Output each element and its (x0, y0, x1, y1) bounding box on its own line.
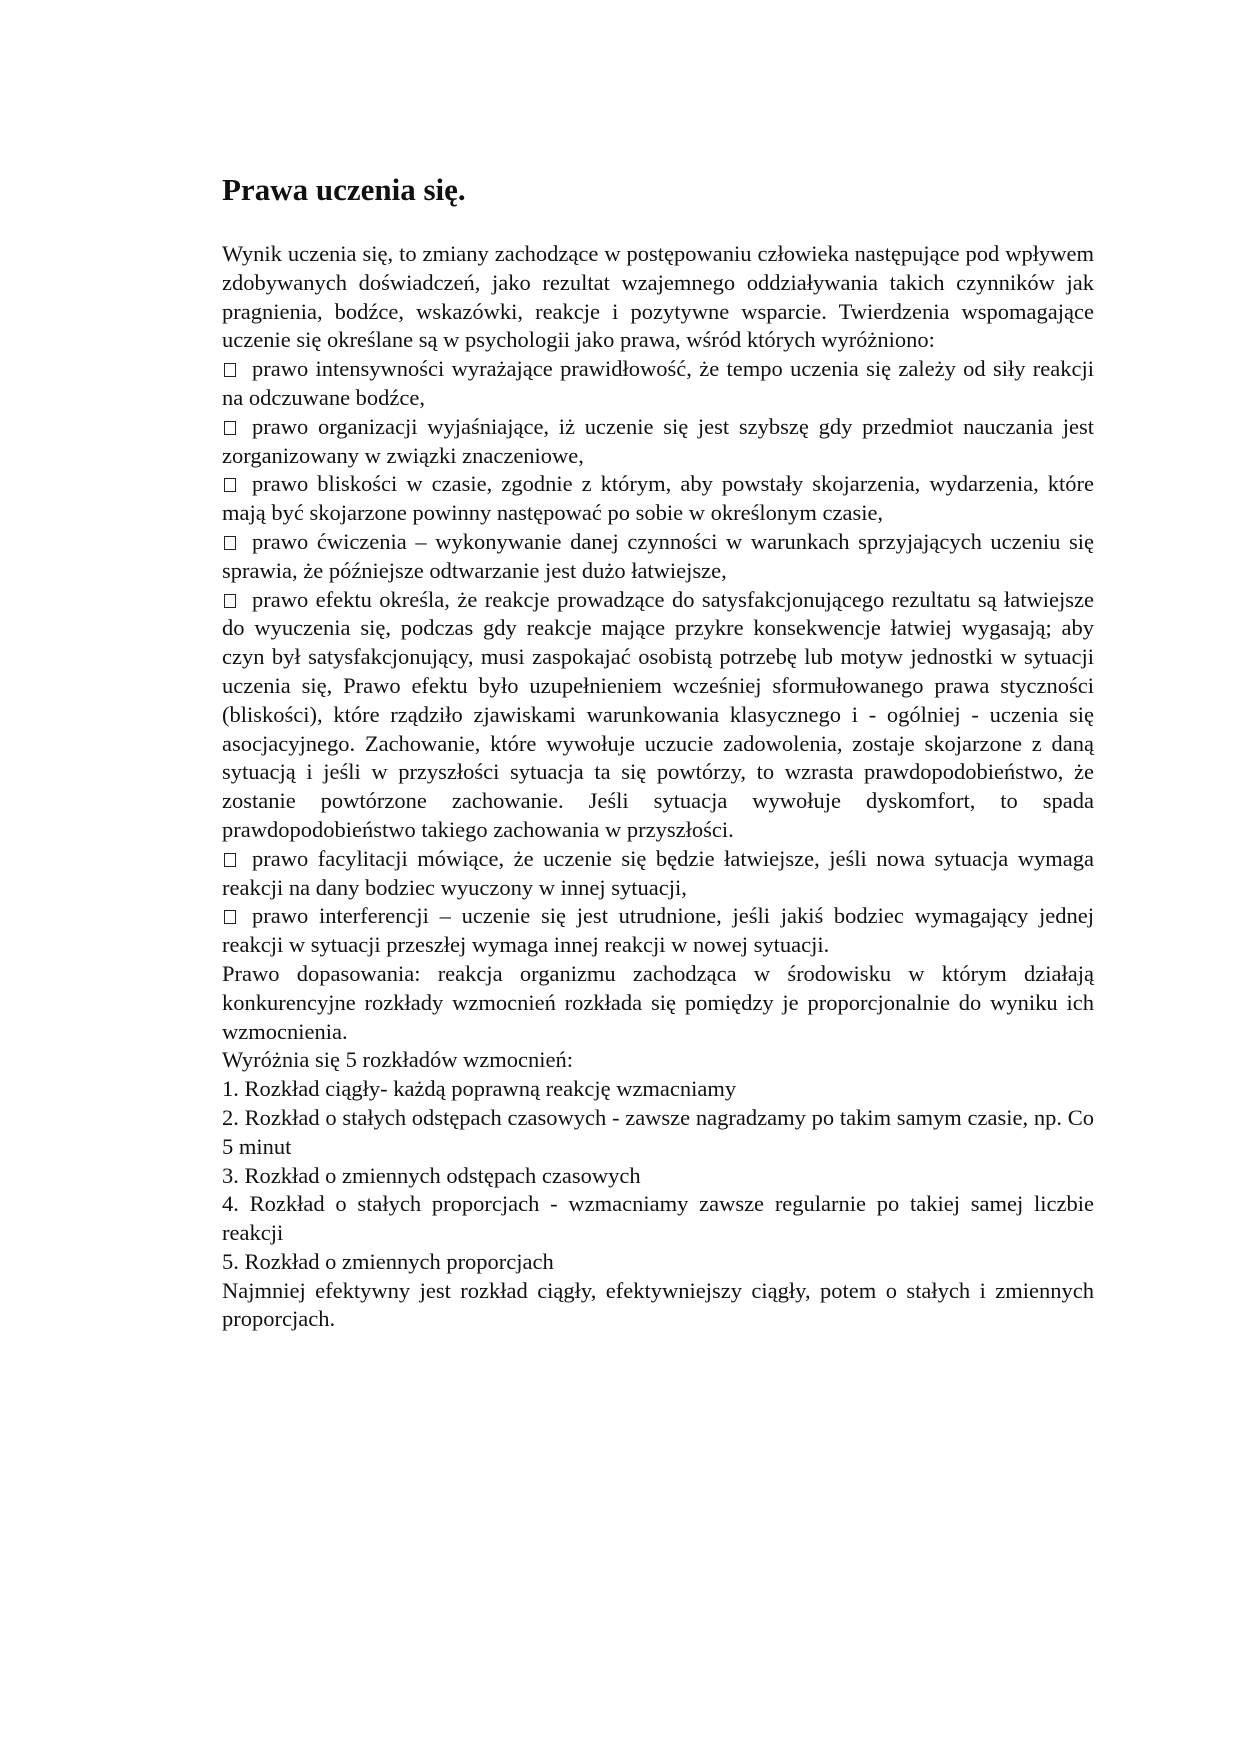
checkbox-bullet-icon (224, 478, 236, 492)
matching-law-paragraph: Prawo dopasowania: reakcja organizmu zachodząca w środowisku w którym działają konkurencyjne rozkłady wzmocnień rozkłada się pomiędzy je proporcjonalnie do wyniku ich wzmocnienia. (222, 960, 1094, 1044)
law-item: prawo efektu określa, że reakcje prowadzące do satysfakcjonującego rezultatu są łatwiejsze do wyuczenia się, podczas gdy reakcje mające przykre konsekwencje łatwiej wygasają; aby czyn był satysfakcjonujący, musi zaspokajać osobistą potrzebę lub motyw jednostki w sytuacji uczenia się, Prawo efektu było uzupełnieniem wcześniej sformułowanego prawa styczności (bliskości), które rządziło zjawiskami warunkowania klasycznego i - ogólniej - uczenia się asocjacyjnego. Zachowanie, które wywołuje uczucie zadowolenia, zostaje skojarzone z daną sytuacją i jeśli w przyszłości sytuacja ta się powtórzy, to wzrasta prawdopodobieństwo, że zostanie powtórzone zachowanie. Jeśli sytuacja wywołuje dyskomfort, to spada prawdopodobieństwo takiego zachowania w przyszłości. (222, 586, 1094, 842)
law-item: prawo interferencji – uczenie się jest utrudnione, jeśli jakiś bodziec wymagający jednej reakcji w sytuacji przeszłej wymaga innej reakcji w nowej sytuacji. (222, 903, 1094, 958)
law-item: prawo bliskości w czasie, zgodnie z którym, aby powstały skojarzenia, wydarzenia, które mają być skojarzone powinny następować po sobie w określonym czasie, (222, 471, 1094, 526)
schedules-intro: Wyróżnia się 5 rozkładów wzmocnień: (222, 1047, 574, 1073)
schedules-list (222, 1075, 1094, 1277)
checkbox-bullet-icon (224, 363, 236, 377)
schedule-item: 4. Rozkład o stałych proporcjach - wzmacniamy zawsze regularnie po takiej samej liczbie reakcji (222, 1191, 1094, 1246)
schedule-item: 3. Rozkład o zmiennych odstępach czasowych (222, 1162, 641, 1188)
schedule-item: 2. Rozkład o stałych odstępach czasowych - zawsze nagradzamy po takim samym czasie, np. Co 5 minut (222, 1104, 1094, 1159)
schedule-item: 1. Rozkład ciągły- każdą poprawną reakcję wzmacniamy (222, 1076, 737, 1102)
checkbox-bullet-icon (224, 853, 236, 867)
checkbox-bullet-icon (224, 421, 236, 435)
conclusion-paragraph: Najmniej efektywny jest rozkład ciągły, efektywniejszy ciągły, potem o stałych i zmiennych proporcjach. (222, 1277, 1094, 1332)
intro-paragraph: Wynik uczenia się, to zmiany zachodzące w postępowaniu człowieka następujące pod wpływem zdobywanych doświadczeń, jako rezultat wzajemnego oddziaływania takich czynników jak pragnienia, bodźce, wskazówki, reakcje i pozytywne wsparcie. Twierdzenia wspomagające uczenie się określane są w psychologii jako prawa, wśród których wyróżniono: (222, 241, 1094, 353)
law-item: prawo facylitacji mówiące, że uczenie się będzie łatwiejsze, jeśli nowa sytuacja wymaga reakcji na dany bodziec wyuczony w innej sytuacji, (222, 845, 1094, 900)
law-item: prawo intensywności wyrażające prawidłowość, że tempo uczenia się zależy od siły reakcji na odczuwane bodźce, (222, 356, 1094, 410)
checkbox-bullet-icon (224, 594, 236, 608)
law-item: prawo ćwiczenia – wykonywanie danej czynności w warunkach sprzyjających uczeniu się sprawia, że późniejsze odtwarzanie jest dużo łatwiejsze, (222, 528, 1094, 583)
schedule-item: 5. Rozkład o zmiennych proporcjach (222, 1248, 554, 1274)
checkbox-bullet-icon (224, 536, 236, 550)
document-page (222, 170, 1094, 1334)
laws-list (222, 355, 1094, 960)
checkbox-bullet-icon (224, 910, 236, 924)
document-title: Prawa uczenia się. (222, 172, 466, 207)
law-item: prawo organizacji wyjaśniające, iż uczenie się jest szybszę gdy przedmiot nauczania jest zorganizowany w związki znaczeniowe, (222, 413, 1094, 468)
